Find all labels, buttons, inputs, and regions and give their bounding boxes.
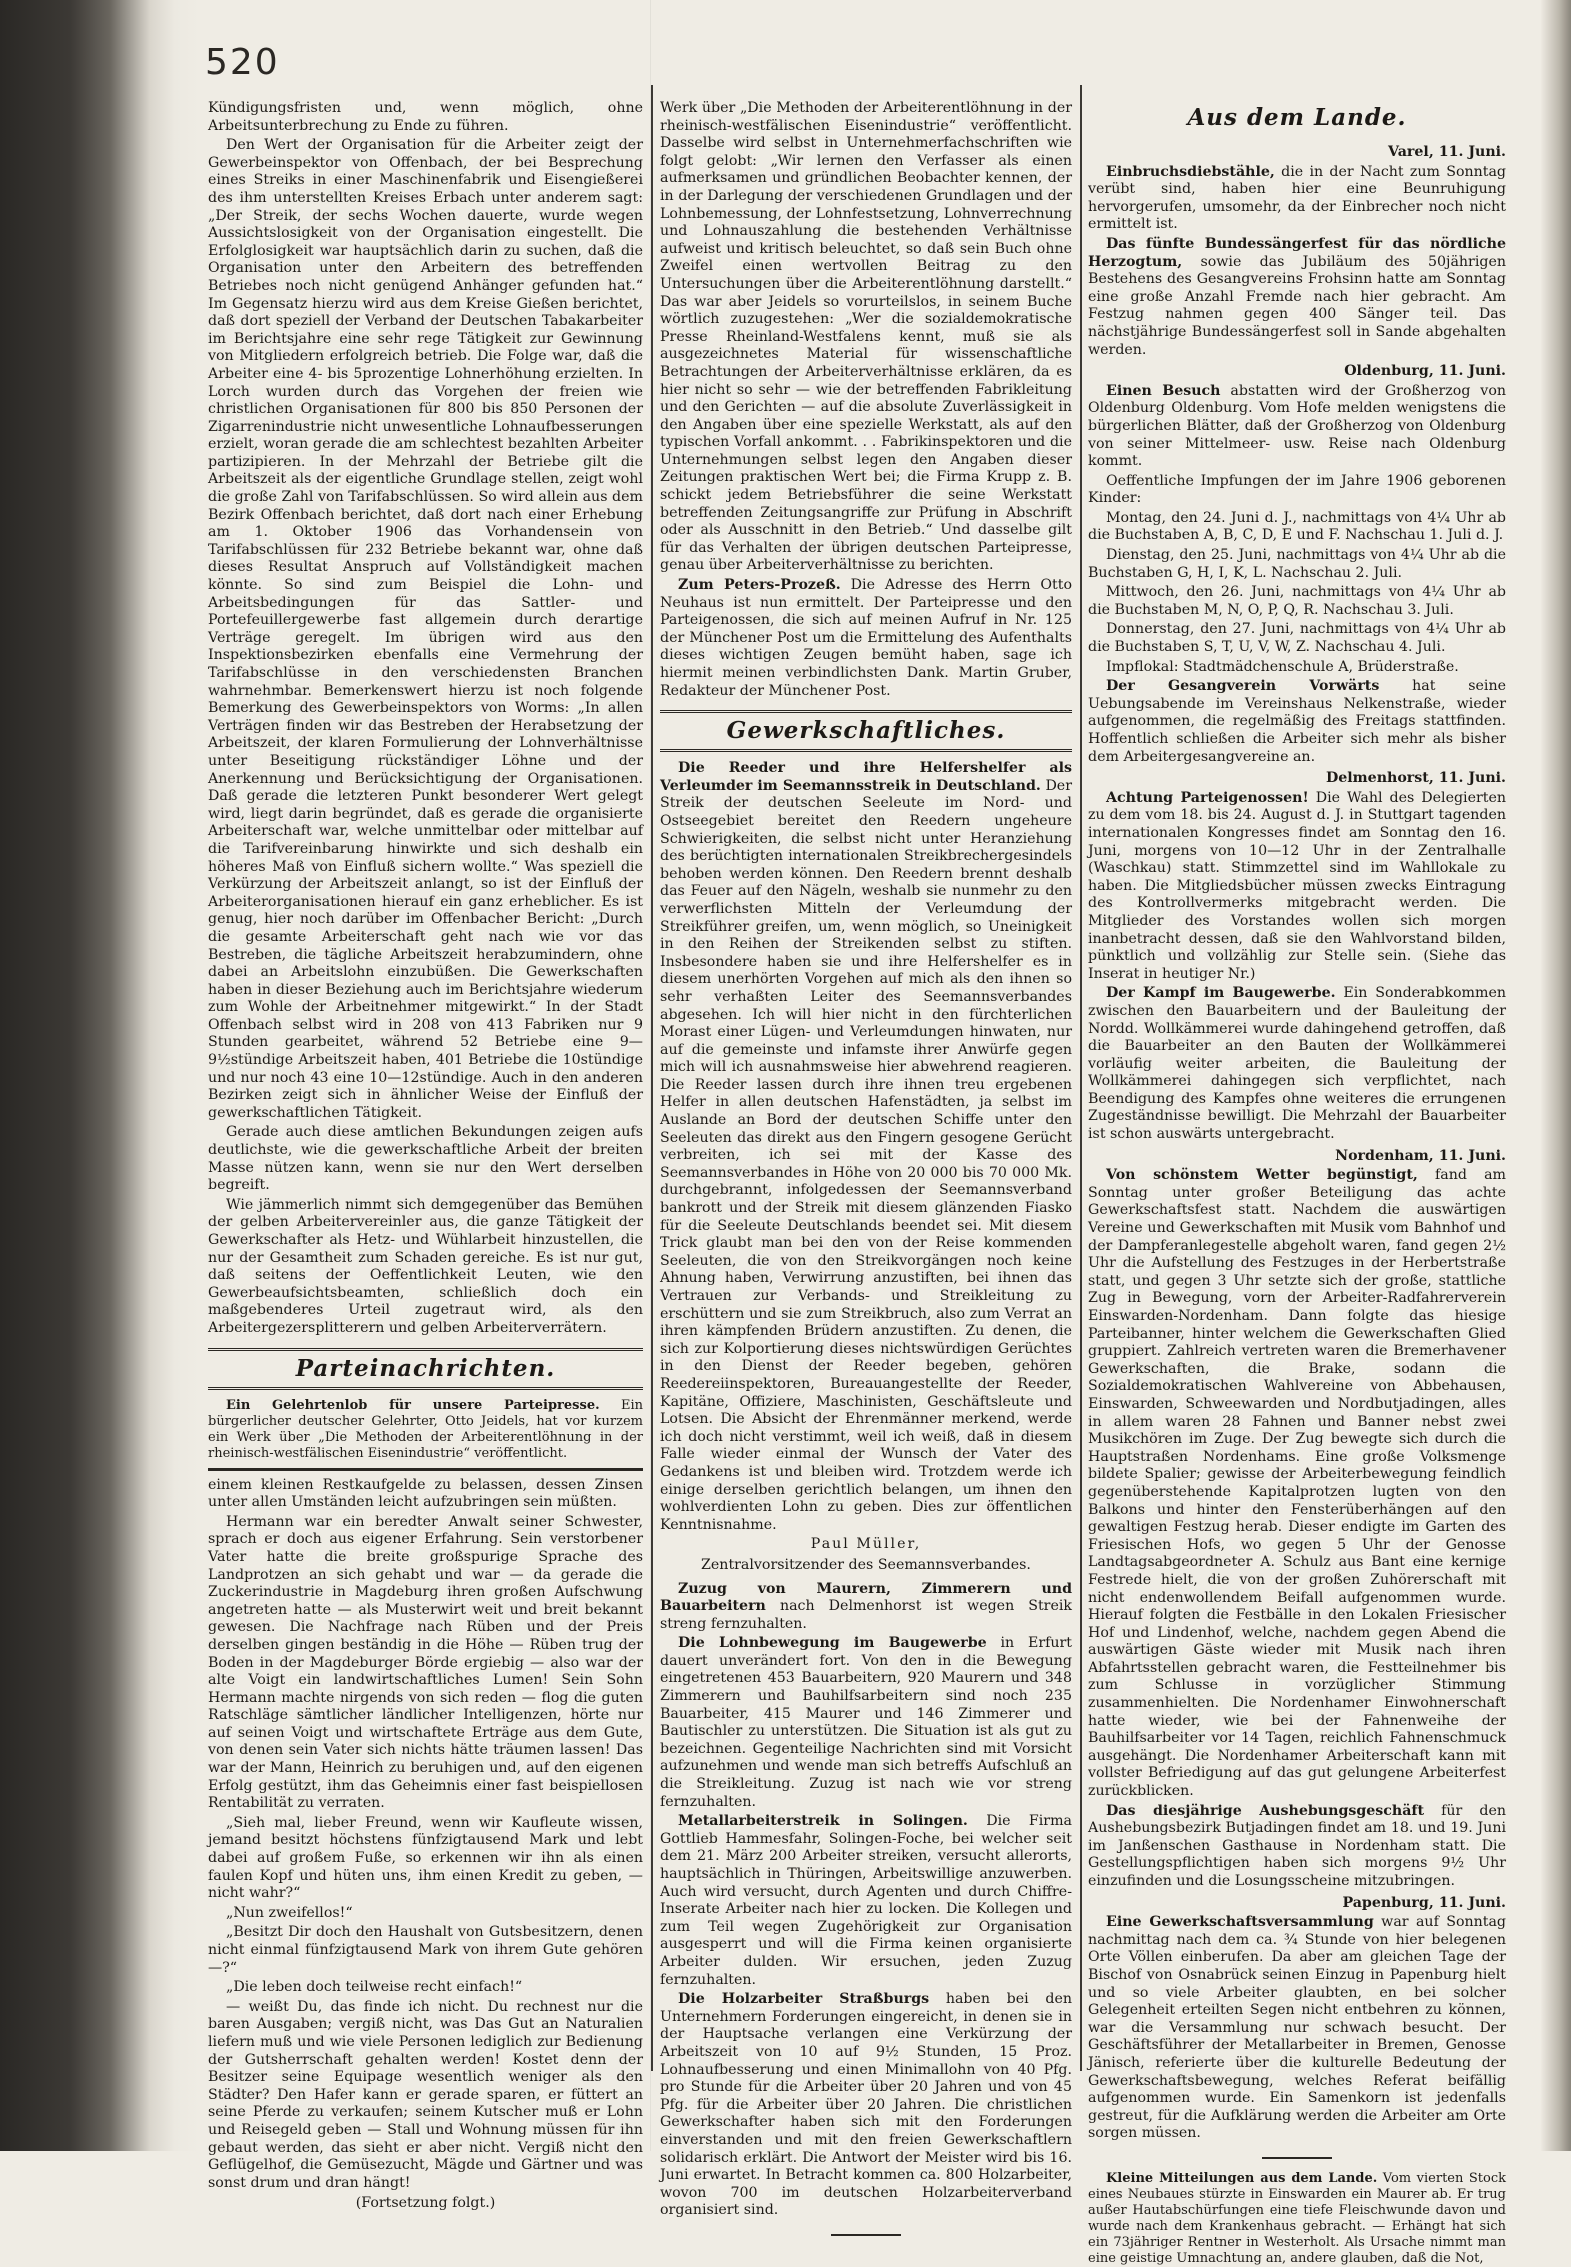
article-lead: Die Holzarbeiter Straßburgs	[678, 1991, 930, 2008]
paragraph: „Besitzt Dir doch den Haushalt von Gutsbesitzern, denen nicht einmal fünfzigtausend Mark von ihrem Gute gehören —?“	[208, 1924, 643, 1976]
column-rule	[1080, 85, 1082, 2071]
dateline: Papenburg, 11. Juni.	[1342, 1894, 1506, 1911]
article-text: abstatten wird der Großherzog von Oldenburg Oldenburg. Vom Hofe melden wenigstens die bürgerlichen Blätter, daß der Großherzog von Oldenburg von seiner Mittelmeer- usw. Reise nach Oldenburg kommt.	[1088, 382, 1507, 470]
paragraph: Werk über „Die Methoden der Arbeiterentlöhnung in der rheinisch-westfälischen Eisenindustrie“ veröffentlicht. Dasselbe wird selbst in Unternehmerfachschriften wie folgt gelobt: „Wir lernen den Verfasser als einen aufmerksamen und gründlichen Beobachter kennen, der in der Darlegung der verschiedenen Grundlagen und der Lohnbemessung, der Lohnfestsetzung, Lohnverrechnung und Lohnauszahlung die bestehenden Verhältnisse aufweist und kritisch beleuchtet, so daß sein Buch ohne Zweifel einen wertvollen Beitrag zu den Untersuchungen über die Arbeiterentlöhnung darstellt.“ Das war aber Jeidels so vorurteilslos, in seinem Buche wörtlich zuzugestehen: „Wer die sozialdemokratische Presse Rheinland-Westfalens kennt, muß sie als ausgezeichnetes Material für wissenschaftliche Betrachtungen der Arbeiterverhältnisse erklären, da es hier nicht so sehr — wie der betreffenden Fabrikleitung und den Gerichten — auf die absolute Zuverlässigkeit in den Angaben über eine spezielle Werkstatt, als auf den typischen Vorfall ankommt. . . Fabrikinspektoren und die Unternehmungen selbst legen den Angaben dieser Zeitungen praktischen Wert bei; die Firma Krupp z. B. schickt jedem Betriebsführer die seine Werkstatt betreffenden Zeitungsangriffe zur Prüfung in Abschrift oder als Ausschnitt in den Betrieb.“ Und dasselbe gilt für das Verhalten der übrigen deutschen Parteipresse, genau über Arbeiterverhältnisse zu berichten.	[660, 100, 1072, 574]
article-lead: Eine Gewerkschaftsversammlung	[1106, 1914, 1374, 1931]
article-lead: Das fünfte Bundessängerfest für das nördliche Herzogtum,	[1088, 235, 1506, 270]
article-text: Die Firma Gottlieb Hammesfahr, Solingen-Foche, bei welcher seit dem 21. März 200 Arbeiter streiken, versucht allerorts, hauptsächlich in Thüringen, Arbeitswillige anzuwerben. Auch wird versucht, durch Agenten und durch Chiffre-Inserate Arbeiter nach hier zu locken. Die Kollegen und zum Teil wegen Zugehörigkeit zur Organisation ausgesperrt und will die Firma keinen organisierte Arbeiter dulden. Wir ersuchen, jeden Zuzug fernzuhalten.	[660, 1813, 1072, 1988]
article-lead: Zuzug von Maurern, Zimmerern und Bauarbeitern	[660, 1580, 1072, 1615]
paragraph: „Nun zweifellos!“	[226, 1904, 353, 1921]
article-lead: Die Reeder und ihre Helfershelfer als Verleumder im Seemannsstreik in Deutschland.	[660, 760, 1072, 794]
section-heading-party: Parteinachrichten.	[208, 1348, 643, 1390]
paragraph: Gerade auch diese amtlichen Bekundungen zeigen aufs deutlichste, wie die gewerkschaftliche Arbeit der breiten Masse nützen kann, wenn sie nur den Wert derselben begreift.	[208, 1124, 643, 1194]
signature-title: Zentralvorsitzender des Seemannsverbandes.	[701, 1556, 1031, 1573]
dateline: Delmenhorst, 11. Juni.	[1325, 770, 1506, 787]
end-rule	[831, 2234, 901, 2236]
article-lead: Einbruchsdiebstähle,	[1106, 163, 1275, 180]
article-lead: Der Kampf im Baugewerbe.	[1106, 985, 1336, 1002]
article-lead: Achtung Parteigenossen!	[1106, 789, 1309, 806]
article-text: für den Aushebungsbezirk Butjadingen findet am 18. und 19. Juni im Janßenschen Gasthause in Nordenham statt. Die Gestellungspflichtigen haben sich morgens 9½ Uhr einzufinden und die Losungsscheine mitzubringen.	[1088, 1802, 1507, 1889]
binding-shadow	[1541, 0, 1571, 2151]
article-lead: Einen Besuch	[1106, 382, 1221, 399]
article-text: Der Streik der deutschen Seeleute im Nord- und Ostseegebiet bereitet den Reedern ungeheure Schwierigkeiten, die selbst nicht unter Heranziehung des berüchtigten internationalen Streikbrechergesindels behoben werden können. Den Reedern brennt deshalb das Feuer auf den Nägeln, weshalb sie nunmehr zu den verwerflichsten Mitteln der Verleumdung der Streikführer greifen, um, wenn möglich, so Uneinigkeit in den Reihen der Streikenden selbst zu stiften. Insbesondere haben sie und ihre Helfershelfer es in diesem unerhörten Vorgehen auf mich als den ihnen so sehr verhaßten Leiter des Seemannsverbandes abgesehen. Ich will hier nicht in den fürchterlichen Morast einer Lügen- und Verleumdungen hinwaten, nur auf die gemeinste und infamste ihrer Anwürfe gegen mich will ich ausnahmsweise hier abwehrend reagieren. Die Reeder lassen durch ihre ihnen treu ergebenen Helfer in allen deutschen Hafenstädten, ja selbst im Auslande an Bord der deutschen Schiffe unter den Seeleuten das direkt aus den Fingern gesogene Gerücht verbreiten, ich sei mit der Kasse des Seemannsverbandes in Höhe von 20 000 bis 70 000 Mk. durchgebrannt, infolgedessen der Seemannsverband bankrott und der Streik mit diesem glänzenden Fiasko für die Seeleute Deutschlands beendet sei. Mit diesem Trick glaubt man bei den von der Reise kommenden Seeleuten, die von den Streikvorgängen noch keine Ahnung haben, Verwirrung anzustiften, bei ihnen das Vertrauen zur Verbands- und Streikleitung zu erschüttern und sie zum Streikbruch, also zum Verrat an ihren kämpfenden Brüdern anzustiften. Zu denen, die sich zur Kolportierung dieses nichtswürdigen Gerüchtes in den Dienst der Reeder begeben, gehören Reedereiinspektoren, Bureauangestellte der Reeder, Kapitäne, Offiziere, Maschinisten, Geschäftsleute und Lotsen. Die Absicht der Ehrenmänner merkend, werde ich doch nicht verstimmt, weil ich weiß, daß in diesem Falle wieder einmal der Wunsch der Vater des Gedankens ist und bleiben wird. Trotzdem werde ich einige derselben gerichtlich belangen, um ihnen den wohlverdienten Lohn zu geben. Dies zur öffentlichen Kenntnisnahme.	[660, 777, 1072, 1533]
section-heading-union: Gewerkschaftliches.	[660, 710, 1072, 752]
left-column	[208, 100, 643, 2212]
article-text: Ein Sonderabkommen zwischen den Bauarbeitern und der Bauleitung der Nordd. Wollkämmerei wurde dahingehend getroffen, daß die Bauarbeiter an den Bauten der Wollkämmerei vorläufig weiter arbeiten, die Bauleitung der Wollkämmerei dahingegen sich verpflichtet, nach Beendigung des Kampfes ohne weiteres die errungenen Zugeständnisse bewilligt. Die Mehrzahl der Bauarbeiter ist schon auswärts untergebracht.	[1088, 985, 1506, 1143]
continued-note: (Fortsetzung folgt.)	[355, 2195, 496, 2212]
article-text: Die Adresse des Herrn Otto Neuhaus ist nun ermittelt. Der Parteipresse und den Parteigenossen, die sich auf meinen Aufruf in Nr. 125 der Münchener Post um die Ermittelung des Aufenthalts dieses wichtigen Zeugen bemüht haben, sage ich hiermit meinen verbindlichsten Dank. Martin Gruber, Redakteur der Münchener Post.	[660, 577, 1073, 699]
schedule-line: Impflokal: Stadtmädchenschule A, Brüderstraße.	[1106, 658, 1459, 675]
paragraph: Den Wert der Organisation für die Arbeiter zeigt der Gewerbeinspektor von Offenbach, der bei Besprechung eines Streiks in einer Maschinenfabrik und Eisengießerei des ihm unterstellten Kreises Erbach unter anderem sagt: „Der Streik, der sechs Wochen dauerte, wurde wegen Aussichtslosigkeit von der Organisation eingestellt. Die Erfolglosigkeit war hauptsächlich darin zu suchen, daß die Organisation unter den Arbeitern des betreffenden Betriebes noch nicht genügend Anhänger gefunden hat.“ Im Gegensatz hierzu wird aus dem Kreise Gießen berichtet, daß dort speziell der Verband der Deutschen Tabakarbeiter im Berichtsjahre eine sehr rege Tätigkeit zur Gewinnung von Mitgliedern erfolgreich betrieb. Die Folge war, daß die Arbeiter eine 4- bis 5prozentige Lohnerhöhung erzielten. In Lorch wurden durch das Vorgehen der freien wie christlichen Organisationen für 800 bis 850 Personen der Zigarrenindustrie nicht unwesentliche Lohnaufbesserungen erzielt, woran gerade die am schlechtest bezahlten Arbeiter partizipieren. In der Mehrzahl der Betriebe gilt die Arbeitszeit als der eigentliche Grundlage stellen, zeigt wohl die große Zahl von Tarifabschlüssen. So wird allein aus dem Bezirk Offenbach berichtet, daß dort nach einer Erhebung am 1. Oktober 1906 das Vorhandensein von Tarifabschlüssen für 232 Betriebe bekannt war, ohne daß dieses Resultat Anspruch auf Vollständigkeit machen könnte. So sind zum Beispiel die Lohn- und Arbeitsbedingungen für das Sattler- und Portefeuillergewerbe fast allgemein durch derartige Verträge geregelt. Im übrigen wird aus den Inspektionsbezirken ebenfalls eine Vermehrung der Tarifabschlüsse in den verschiedensten Branchen wahrnehmbar. Bemerkenswert hierzu ist noch folgende Bemerkung des Gewerbeinspektors von Worms: „In allen Verträgen finden wir das Bestreben der Herabsetzung der Arbeitszeit, der klaren Formulierung der Lohnverhältnisse unter Beseitigung rückständiger Löhne und der Anerkennung und Berücksichtigung der Organisationen. Daß gerade die letzteren Punkt besonderer Wert gelegt wird, liegt darin begründet, daß es gerade die organisierte Arbeiterschaft war, welche unmittelbar oder mittelbar auf die Tarifvereinbarung hinwirkte und sich deshalb ein höheres Maß von Einfluß sichern wollte.“ Was speziell die Verkürzung der Arbeitszeit anlangt, so ist der Einfluß der Arbeiterorganisationen hierauf ein ganz erheblicher. Es ist genug, hier noch darüber im Offenbacher Bericht: „Durch die gesamte Arbeiterschaft geht nach wie vor das Bestreben, die tägliche Arbeitszeit herabzumindern, ohne dabei an Arbeitslohn einzubüßen. Die Gewerkschaften haben in dieser Beziehung auch im Berichtsjahre wiederum zum Wohle der Arbeitnehmer mitgewirkt.“ In der Stadt Offenbach selbst wird in 208 von 413 Fabriken nur 9 Stunden gearbeitet, während 52 Betriebe eine 9—9½stündige Arbeitszeit haben, 401 Betriebe die 10stündige und nur noch 43 eine 10—12stündige. Auch in den anderen Bezirken zeigt sich in ähnlicher Weise der Einfluß der gewerkschaftlichen Tätigkeit.	[208, 137, 643, 1121]
article-text: war auf Sonntag nachmittag nach dem ca. ¾ Stunde von hier belegenen Orte Völlen einberufen. Da aber am gleichen Tage der Bischof von Osnabrück seinen Einzug in Papenburg hielt und so viele Arbeiter glaubten, en bei solcher Gelegenheit erteilten Segen nicht entbehren zu können, war die Versammlung nur schwach besucht. Der Geschäftsführer der Metallarbeiter in Bremen, Genosse Jänisch, referierte über die kulturelle Bedeutung der Gewerkschaftsbewegung, welches Referat beifällig aufgenommen wurde. Ein Samenkorn ist jedenfalls gestreut, für die Aufklärung werden die Arbeiter am Orte sorgen müssen.	[1088, 1914, 1507, 2142]
right-column	[1088, 100, 1507, 2266]
paragraph: „Sieh mal, lieber Freund, wenn wir Kaufleute wissen, jemand besitzt höchstens fünfzigtausend Mark und lebt dabei auf großem Fuße, so erkennen wir ihn als einen faulen Kopf und hüten uns, ihm einen Kredit zu geben, — nicht wahr?“	[208, 1814, 643, 1902]
article-text: Vom vierten Stock eines Neubaues stürzte in Einswarden ein Maurer ab. Er trug außer Hautabschürfungen eine tiefe Fleischwunde davon und wurde nach dem Krankenhaus gebracht. — Erhängt hat sich ein 73jähriger Rentner in Westerholt. Als Ursache nimmt man eine geistige Umnachtung an, andere glauben, daß die Not,	[1088, 2170, 1506, 2266]
paragraph: — weißt Du, das finde ich nicht. Du rechnest nur die baren Ausgaben; vergiß nicht, was Das Gut an Naturalien liefern muß und wie viele Personen lediglich zur Bedienung der Gutsherrschaft gehalten werden! Kostet denn der Besitzer seine Equipage wesentlich weniger als den Städter? Den Hafer kann er gerade sparen, er füttert an seine Pferde zu verkaufen; seinem Kutscher muß er Lohn und Reisegeld geben — Stall und Wohnung müssen für ihn gebaut werden, das sieht er aber nicht. Vergiß nicht den Geflügelhof, die Gemüsezucht, Mägde und Gärtner und was sonst drum und dran hängt!	[208, 1998, 643, 2191]
schedule-line: Donnerstag, den 27. Juni, nachmittags von 4¼ Uhr ab die Buchstaben S, T, U, V, W, Z. Nachschau 4. Juli.	[1088, 621, 1506, 656]
signature-name: Paul Müller,	[810, 1536, 922, 1553]
section-heading-country: Aus dem Lande.	[1187, 104, 1407, 131]
article-lead: Von schönstem Wetter begünstigt,	[1106, 1167, 1418, 1184]
page-number: 520	[205, 42, 280, 83]
article-text: hat seine Uebungsabende im Vereinshaus Nelkenstraße, wieder aufgenommen, die regelmäßig des Freitags stattfinden. Hoffentlich schließen die Arbeiter sich mehr als bisher dem Arbeitergesangvereine an.	[1088, 678, 1506, 765]
article-text: Ein bürgerlicher deutscher Gelehrter, Otto Jeidels, hat vor kurzem ein Werk über „Die Methoden der Arbeiterentlöhnung in der rheinisch-westfälischen Eisenindustrie“ veröffentlicht.	[208, 1397, 643, 1461]
schedule-line: Dienstag, den 25. Juni, nachmittags von 4¼ Uhr ab die Buchstaben G, H, I, K, L. Nachschau 2. Juli.	[1088, 547, 1506, 581]
article-text: die in der Nacht zum Sonntag verübt sind, haben hier eine Beunruhigung hervorgerufen, umsomehr, da der Einbrecher noch nicht ermittelt ist.	[1088, 163, 1507, 233]
article-lead: Ein Gelehrtenlob für unsere Parteipresse.	[226, 1397, 600, 1413]
article-text: sowie das Jubiläum des 50jährigen Bestehens des Gesangvereins Frohsinn hatte am Sonntag eine große Anzahl Fremde nach hier gebracht. Am Festzug nahmen gegen 400 Sänger teil. Das nächstjährige Bundessängerfest soll in Sande abgehalten werden.	[1088, 253, 1506, 358]
paragraph: „Die leben doch teilweise recht einfach!“	[226, 1979, 523, 1996]
schedule-line: Mittwoch, den 26. Juni, nachmittags von 4¼ Uhr ab die Buchstaben M, N, O, P, Q, R. Nachschau 3. Juli.	[1088, 584, 1506, 618]
article-lead: Die Lohnbewegung im Baugewerbe	[678, 1635, 987, 1652]
article-text: Die Wahl des Delegierten zu dem vom 18. bis 24. August d. J. in Stuttgart tagenden internationalen Kongresses findet am Sonntag den 16. Juni, morgens von 10—12 Uhr in der Zentralhalle (Waschkau) statt. Stimmzettel sind im Wahllokale zu haben. Die Mitgliedsbücher müssen zwecks Eintragung des Kontrollvermerks mitgebracht werden. Die Mitglieder des Vorstandes wollen sich morgen inanbetracht dessen, daß sie den Wahlvorstand bilden, pünktlich und vollzählig zur Stelle sein. (Siehe das Inserat in heutiger Nr.)	[1088, 789, 1507, 982]
article-text: haben bei den Unternehmern Forderungen eingereicht, in denen sie in der Hauptsache verlangen eine Verkürzung der Arbeitszeit von 10 auf 9½ Stunden, 15 Proz. Lohnaufbesserung und einen Minimallohn von 40 Pfg. pro Stunde für die Arbeiter über 20 Jahren und von 45 Pfg. für die Arbeiter über 20 Jahren. Die christlichen Gewerkschafter haben sich mit den Forderungen einverstanden und mit den freien Gewerkschaftlern solidarisch erklärt. Die Antwort der Meister wird bis 16. Juni erwartet. In Betracht kommen ca. 800 Holzarbeiter, wovon 700 im deutschen Holzarbeiterverband organisiert sind.	[660, 1991, 1072, 2219]
article-lead: Das diesjährige Aushebungsgeschäft	[1106, 1802, 1425, 1819]
column-rule	[651, 85, 653, 2071]
article-lead: Der Gesangverein Vorwärts	[1106, 678, 1380, 695]
paragraph: Kündigungsfristen und, wenn möglich, ohne Arbeitsunterbrechung zu Ende zu führen.	[208, 100, 643, 134]
dateline: Varel, 11. Juni.	[1388, 144, 1506, 160]
schedule-line: Montag, den 24. Juni d. J., nachmittags von 4¼ Uhr ab die Buchstaben A, B, C, D, E und F. Nachschau 1. Juli d. J.	[1088, 509, 1506, 544]
article-lead: Kleine Mitteilungen aus dem Lande.	[1106, 2170, 1378, 2186]
paragraph: Oeffentliche Impfungen der im Jahre 1906 geborenen Kinder:	[1088, 472, 1506, 507]
paragraph: einem kleinen Restkaufgelde zu belassen, dessen Zinsen unter allen Umständen leicht aufzubringen sein müßten.	[208, 1476, 643, 1511]
paragraph: Wie jämmerlich nimmt sich demgegenüber das Bemühen der gelben Arbeitervereinler aus, die ganze Tätigkeit der Gewerkschafter als Hetz- und Wühlarbeit hinzustellen, die nur der Gesamtheit zum Schaden gereiche. Es ist nur gut, daß seitens der Oeffentlichkeit Leuten, wie den Gewerbeaufsichtsbeamten, schließlich doch ein maßgebenderes Urteil zugetraut wird, als den Arbeitergezersplitterern und gelben Arbeiterverrätern.	[208, 1196, 643, 1336]
article-text: in Erfurt dauert unverändert fort. Von den in die Bewegung eingetretenen 453 Bauarbeitern, 920 Maurern und 348 Zimmerern und Bauhilfsarbeitern sind noch 235 Bauarbeiter, 415 Maurer und 146 Zimmerer und Bautischler zu unterstützen. Die Situation ist als gut zu bezeichnen. Gegenteilige Nachrichten sind mit Vorsicht aufzunehmen und wende man sich betreffs Aufschluß an die Streikleitung. Zuzug ist nach wie vor streng fernzuhalten.	[660, 1635, 1072, 1810]
dateline: Nordenham, 11. Juni.	[1335, 1147, 1506, 1164]
article-lead: Metallarbeiterstreik in Solingen.	[678, 1813, 968, 1830]
middle-column	[660, 100, 1073, 2219]
dateline: Oldenburg, 11. Juni.	[1344, 363, 1506, 380]
article-text: fand am Sonntag unter großer Beteiligung das achte Gewerkschaftsfest statt. Nachdem die auswärtigen Vereine und Gewerkschaften mit Musik vom Bahnhof und der Dampferanlegestelle abgeholt waren, fand gegen 2½ Uhr die Aufstellung des Festzuges in der Herbertstraße statt, und gegen 3 Uhr setzte sich der große, stattliche Zug in Bewegung, vorn der Arbeiter-Radfahrerverein Einswarden-Nordenham. Dann folgte das hiesige Parteibanner, hinter welchem die Gewerkschaften Glied gruppiert. Zahlreich vertreten waren die Bremerhavener Gewerkschaften, die Brake, sodann die Sozialdemokratischen Wahlvereine von Abbehausen, Einswarden, Schweewarden und Nordbutjadingen, alles in allem waren 28 Fahnen und Banner nebst zwei Musikchören im Zuge. Der Zug bewegte sich durch die Hauptstraßen Nordenhams. Eine große Volksmenge bildete Spalier; gewisse der Arbeiterbewegung feindlich gegenüberstehende Kapitalprotzen lugten von den Balkons und hinter den Fensterüberhängen auf den gewaltigen Festzug herab. Dieser endigte im Garten des Friesischen Hofs, wo gegen 5 Uhr der Genosse Landtagsabgeordneter A. Schulz aus Bant eine kernige Festrede hielt, die von der großen Zuhörerschaft mit nicht endenwollendem Beifall aufgenommen wurde. Hierauf folgten die Festbälle in den Lokalen Friesischer Hof und Lindenhof, welche, nachdem gegen Abend die auswärtigen Gäste wieder mit Musik nach ihren Abfahrtsstellen gebracht waren, die Festteilnehmer bis zum Schlusse in vorzüglicher Stimmung zusammenhielten. Die Nordenhamer Einwohnerschaft hatte wieder, wie bei der Fahnenweihe der Bauhilfsarbeiter vor 14 Tagen, reichlich Fahnenschmuck ausgehängt. Die Nordenhamer Arbeiterschaft kann mit vollster Befriedigung auf das gut gelungene Arbeiterfest zurückblicken.	[1088, 1167, 1506, 1800]
section-rule	[1262, 2157, 1332, 2159]
feuilleton-rule	[208, 1468, 643, 1471]
article-text: nach Delmenhorst ist wegen Streik streng fernzuhalten.	[660, 1598, 1072, 1632]
article-lead: Zum Peters-Prozeß.	[678, 577, 841, 594]
paragraph: Hermann war ein beredter Anwalt seiner Schwester, sprach er doch aus eigener Erfahrung. Sein verstorbener Vater hatte die breite großspurige Sprache des Landprotzen an sich gehabt und war — da gerade die Zuckerindustrie in Magdeburg ihren großen Aufschwung angetreten hatte — als Musterwirt weit und breit bekannt gewesen. Die Nachfrage nach Rüben und der Preis derselben gingen beständig in die Höhe — Rüben trug der Boden in der Magdeburger Börde ergiebig — also war der alte Voigt ein landwirtschaftliches Lumen! Sein Sohn Hermann machte nirgends von sich reden — flog die guten Ratschläge sämtlicher ländlicher Intelligenzen, hörte nur auf seinen Voigt und wirtschaftete Erträge aus dem Gute, von denen sein Vater sich nichts hätte träumen lassen! Das war der Mann, Heinrich zu beruhigen und, auf den eigenen Erfolg gestützt, ihm das Geheimnis einer fast beispiellosen Rentabilität zu verraten.	[208, 1513, 643, 1812]
